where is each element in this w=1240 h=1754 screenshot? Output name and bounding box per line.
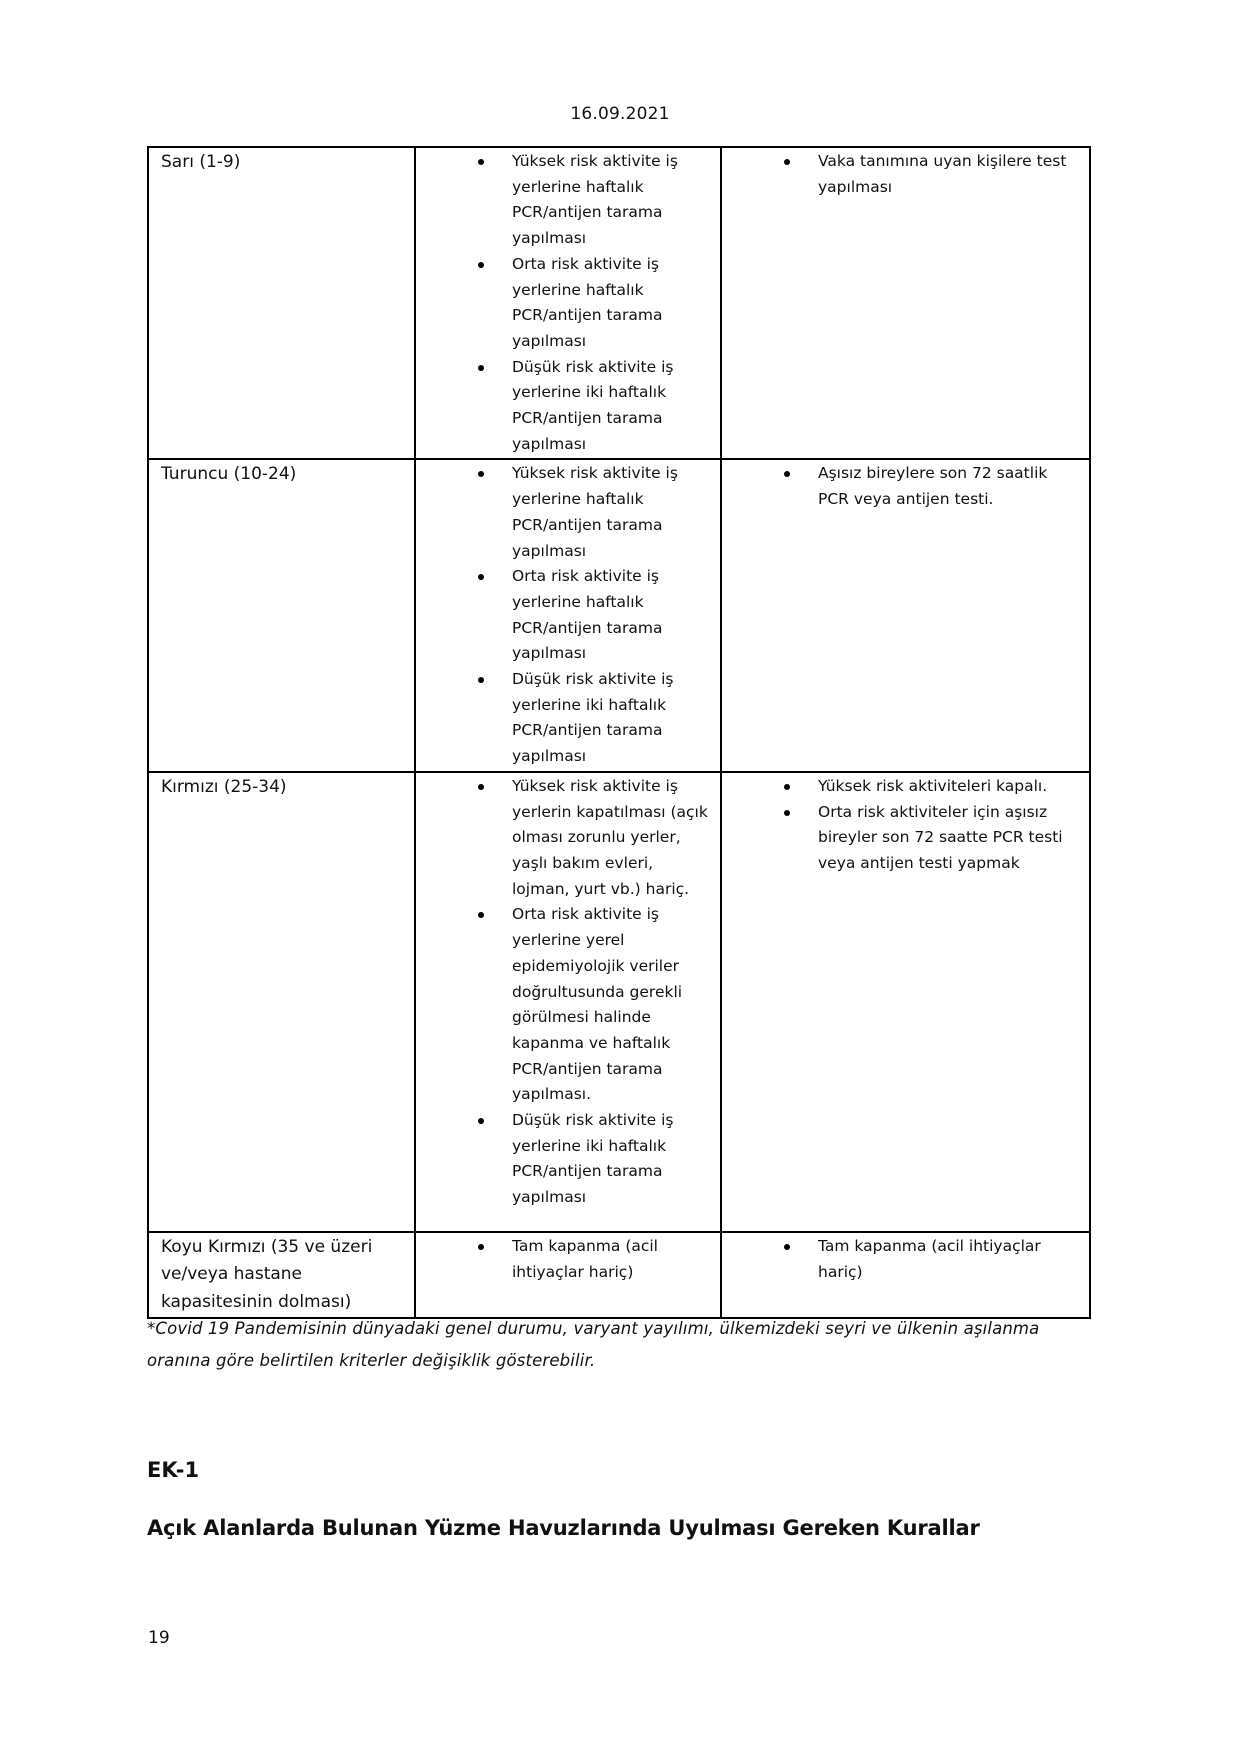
bullet-item: Orta risk aktivite iş yerlerine yerel epidemiyolojik veriler doğrultusunda gerekli görülmesi halinde kapanma ve haftalık PCR/antijen tarama yapılması. — [428, 902, 710, 1108]
bullet-item: Aşısız bireylere son 72 saatlik PCR veya antijen testi. — [734, 461, 1079, 512]
workplace-measures-cell — [415, 147, 721, 459]
bullet-item: Tam kapanma (acil ihtiyaçlar hariç) — [428, 1234, 710, 1285]
bullet-item: Yüksek risk aktiviteleri kapalı. — [734, 774, 1079, 800]
page-header-date: 16.09.2021 — [570, 104, 670, 124]
bullet-item: Düşük risk aktivite iş yerlerine iki haftalık PCR/antijen tarama yapılması — [428, 1108, 710, 1211]
bullet-list — [734, 461, 1079, 512]
bullet-list — [734, 1234, 1079, 1285]
table-row-sari — [148, 147, 1090, 459]
bullet-list — [428, 461, 710, 769]
bullet-item: Yüksek risk aktivite iş yerlerin kapatılması (açık olması zorunlu yerler, yaşlı bakım evleri, lojman, yurt vb.) hariç. — [428, 774, 710, 903]
workplace-measures-cell — [415, 772, 721, 1232]
bullet-item: Düşük risk aktivite iş yerlerine iki haftalık PCR/antijen tarama yapılması — [428, 355, 710, 458]
bullet-item: Vaka tanımına uyan kişilere test yapılması — [734, 149, 1079, 200]
page-number: 19 — [148, 1628, 170, 1648]
bullet-item: Orta risk aktiviteler için aşısız bireyler son 72 saatte PCR testi veya antijen testi yapmak — [734, 800, 1079, 877]
bullet-item: Yüksek risk aktivite iş yerlerine haftalık PCR/antijen tarama yapılması — [428, 149, 710, 252]
bullet-list — [734, 774, 1079, 877]
annex-label: EK-1 — [147, 1458, 200, 1482]
bullet-list — [428, 774, 710, 1211]
workplace-measures-cell — [415, 1232, 721, 1319]
activity-measures-cell — [721, 772, 1090, 1232]
bullet-item: Tam kapanma (acil ihtiyaçlar hariç) — [734, 1234, 1079, 1285]
risk-level-cell: Sarı (1-9) — [148, 147, 415, 459]
bullet-list — [734, 149, 1079, 200]
activity-measures-cell — [721, 459, 1090, 771]
activity-measures-cell — [721, 1232, 1090, 1319]
table-footnote: *Covid 19 Pandemisinin dünyadaki genel durumu, varyant yayılımı, ülkemizdeki seyri ve ülkenin aşılanma oranına göre belirtilen kriterler değişiklik gösterebilir. — [147, 1319, 1040, 1370]
annex-title: Açık Alanlarda Bulunan Yüzme Havuzlarında Uyulması Gereken Kurallar — [147, 1516, 980, 1540]
bullet-item: Orta risk aktivite iş yerlerine haftalık PCR/antijen tarama yapılması — [428, 252, 710, 355]
table-row-kirmizi — [148, 772, 1090, 1232]
activity-measures-cell — [721, 147, 1090, 459]
risk-level-cell: Koyu Kırmızı (35 ve üzeri ve/veya hastane kapasitesinin dolması) — [148, 1232, 415, 1319]
bullet-list — [428, 1234, 710, 1285]
risk-level-cell: Turuncu (10-24) — [148, 459, 415, 771]
risk-level-cell: Kırmızı (25-34) — [148, 772, 415, 1232]
bullet-item: Orta risk aktivite iş yerlerine haftalık PCR/antijen tarama yapılması — [428, 564, 710, 667]
bullet-item: Yüksek risk aktivite iş yerlerine haftalık PCR/antijen tarama yapılması — [428, 461, 710, 564]
workplace-measures-cell — [415, 459, 721, 771]
table-row-koyu-kirmizi — [148, 1232, 1090, 1319]
risk-level-table — [147, 146, 1091, 1319]
bullet-item: Düşük risk aktivite iş yerlerine iki haftalık PCR/antijen tarama yapılması — [428, 667, 710, 770]
table-row-turuncu — [148, 459, 1090, 771]
bullet-list — [428, 149, 710, 457]
